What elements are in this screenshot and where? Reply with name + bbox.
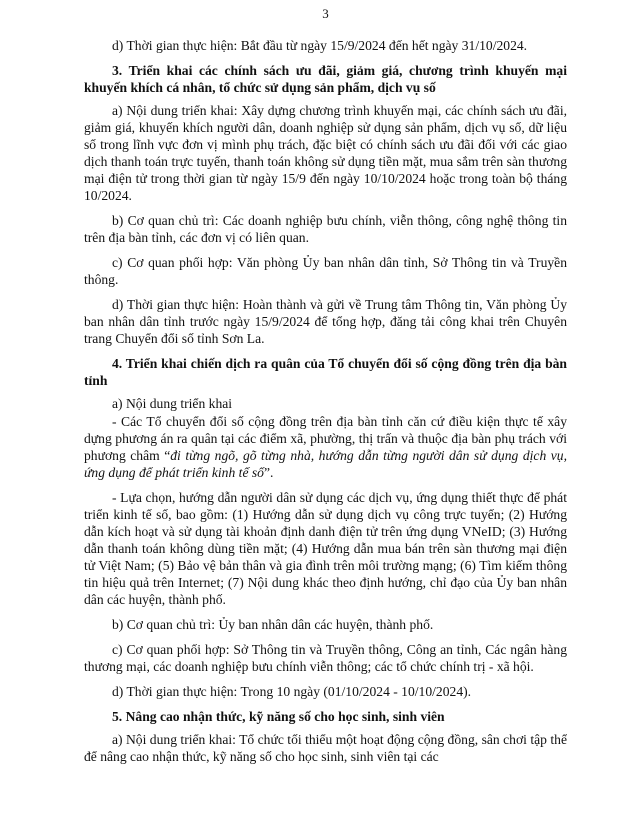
section4-content-label: a) Nội dung triển khai: [112, 396, 233, 411]
motto-lead-text: - Các Tổ chuyển đổi số cộng đồng trên địa bàn tỉnh căn cứ điều kiện thực tế xây dựng phương án ra quân tại các điểm xã, phường, thị trấn và thuộc địa bàn phụ trách với phương châm “: [84, 414, 567, 463]
section4-services-paragraph: - Lựa chọn, hướng dẫn người dân sử dụng các dịch vụ, ứng dụng thiết thực để phát triển kinh tế số, bao gồm: (1) Hướng dẫn sử dụng dịch vụ công trực tuyến; (2) Hướng dẫn kích hoạt và sử dụng tài khoản định danh điện tử trên ứng dụng VNeID; (3) Hướng dẫn thanh toán không dùng tiền mặt; (4) Hướng dẫn mua bán trên sàn thương mại điện tử Việt Nam; (5) Bảo vệ bản thân và gia đình trên môi trường mạng; (6) Tìm kiếm thông tin hiệu quả trên Internet; (7) Nội dung khác theo định hướng, chỉ đạo của Ủy ban nhân dân các huyện, thành phố.: [84, 490, 567, 607]
section5-heading: 5. Nâng cao nhận thức, kỹ năng số cho học sinh, sinh viên: [112, 709, 445, 724]
section4-time-paragraph: d) Thời gian thực hiện: Trong 10 ngày (01/10/2024 - 10/10/2024).: [112, 684, 472, 699]
section4-heading: 4. Triển khai chiến dịch ra quân của Tổ chuyển đổi số cộng đồng trên địa bàn tỉnh: [84, 356, 567, 388]
section3-coordination-paragraph: c) Cơ quan phối hợp: Văn phòng Ủy ban nhân dân tỉnh, Sở Thông tin và Truyền thông.: [84, 255, 567, 287]
motto-italic-text: đi từng ngõ, gõ từng nhà, hướng dẫn từng người dân sử dụng dịch vụ, ứng dụng để phát triển kinh tế số: [84, 448, 567, 480]
section4-coordination-paragraph: c) Cơ quan phối hợp: Sở Thông tin và Truyền thông, Công an tỉnh, Các ngân hàng thương mại, các doanh nghiệp bưu chính viễn thông; các tổ chức chính trị - xã hội.: [84, 642, 567, 674]
section5-content-paragraph: a) Nội dung triển khai: Tổ chức tối thiểu một hoạt động cộng đồng, sân chơi tập thể để nâng cao nhận thức, kỹ năng số cho học sinh, sinh viên tại các: [84, 732, 567, 764]
section3-content-paragraph: a) Nội dung triển khai: Xây dựng chương trình khuyến mại, các chính sách ưu đãi, giảm giá, khuyến khích người dân, doanh nghiệp sử dụng sản phẩm, dịch vụ số, dữ liệu số trong lĩnh vực đơn vị mình phụ trách, đặc biệt có chính sách ưu đãi đối với các giao dịch thanh toán trực tuyến, thanh toán không sử dụng tiền mặt, mua sắm trên sàn thương mại điện tử trong thời gian từ ngày 15/9 đến ngày 10/10/2024 hoặc trong toàn bộ tháng 10/2024.: [84, 103, 567, 203]
section4-motto-paragraph: [84, 413, 567, 481]
motto-tail-text: ”.: [263, 465, 274, 480]
section3-time-paragraph: d) Thời gian thực hiện: Hoàn thành và gửi về Trung tâm Thông tin, Văn phòng Ủy ban nhân dân tỉnh trước ngày 15/9/2024 để tổng hợp, đăng tải công khai trên Chuyên trang Chuyển đổi số tỉnh Sơn La.: [84, 297, 567, 346]
section3-lead-agency-paragraph: b) Cơ quan chủ trì: Các doanh nghiệp bưu chính, viễn thông, công nghệ thông tin trên địa bàn tỉnh, các đơn vị có liên quan.: [84, 213, 567, 245]
section2-time-paragraph: d) Thời gian thực hiện: Bắt đầu từ ngày 15/9/2024 đến hết ngày 31/10/2024.: [112, 38, 528, 53]
section3-heading: 3. Triển khai các chính sách ưu đãi, giảm giá, chương trình khuyến mại khuyến khích cá nhân, tổ chức sử dụng sản phẩm, dịch vụ số: [84, 63, 567, 95]
document-body: [84, 37, 567, 773]
section4-lead-agency-paragraph: b) Cơ quan chủ trì: Ủy ban nhân dân các huyện, thành phố.: [112, 617, 434, 632]
page-number: 3: [322, 6, 329, 21]
